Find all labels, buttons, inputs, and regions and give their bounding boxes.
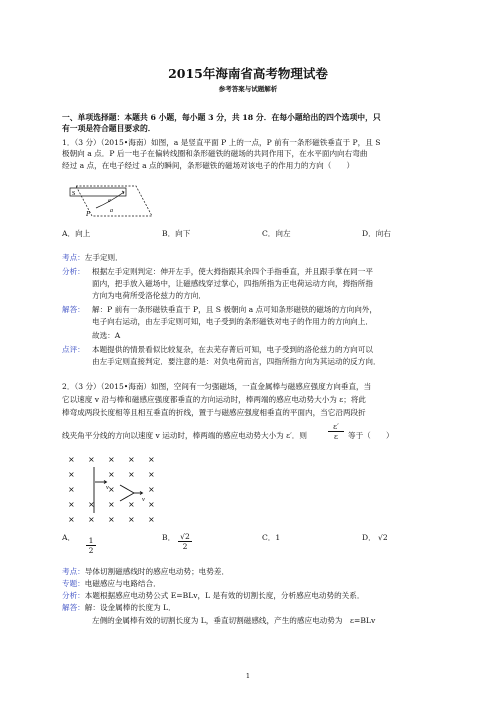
q2-option-d-label: D． (362, 533, 376, 542)
field-cross: × (108, 485, 115, 494)
q2-kaodian-text: 导体切割磁感线时的感应电动势；电势差． (84, 567, 230, 576)
q2-stem-line4: 线夹角平分线的方向以速度 v 运动时，棒两端的感应电动势大小为 ε′．则 (62, 431, 307, 440)
q1-dianping-line: 由左手定则直接判定．要注意的是：对负电荷而言，四指所指方向为其运动的反方向． (92, 357, 381, 366)
q2-figure (68, 455, 168, 525)
q2-jieda-label: 解答： (62, 603, 85, 612)
page-subtitle: 参考答案与试题解析 (218, 85, 278, 93)
q2-zhuanti-label: 专题： (62, 579, 85, 588)
q1-fig-label-e: e (108, 198, 111, 204)
field-cross: × (148, 470, 155, 479)
q1-stem-line1: 1．（3 分）（2015•海南）如图，a 是竖直平面 P 上的一点，P 前有一条形磁铁垂直于 P，且 S (62, 138, 381, 147)
q2-option-a-label: A． (62, 533, 76, 542)
page-number: 1 (245, 672, 251, 680)
field-cross: × (68, 500, 75, 509)
q1-fenxi-line: 方向为电荷所受洛伦兹力的方向． (92, 291, 206, 300)
field-cross: × (108, 500, 115, 509)
q1-fig-label-p: P (86, 210, 91, 218)
q2-stem-line1: 2．（3 分）（2015•海南）如图，空间有一匀强磁场，一直金属棒与磁感应强度方向垂直，当 (62, 382, 372, 391)
q2-frac-num: ε′ (333, 422, 339, 431)
page-title: 2015年海南省高考物理试卷 (168, 66, 328, 81)
field-cross: × (68, 455, 75, 464)
q2-fenxi-text: 本题根据感应电动势公式 E=BLv，L 是有效的切割长度，分析感应电动势的关系． (84, 591, 365, 600)
q2-fig-v2: v (142, 496, 145, 503)
q2-option-c: C．1 (262, 533, 281, 542)
q1-jieda-line: 电子向右运动，由左手定则可知，电子受到的条形磁铁对电子的作用力的方向向上． (92, 317, 373, 326)
q1-fenxi-line: 面内，把手放入磁场中，让磁感线穿过掌心，四指所指为正电荷运动方向，拇指所指 (92, 279, 373, 288)
q2-stem-line4-end: 等于（ ） (348, 431, 394, 440)
q2-stem-line3: 棒弯成两段长度相等且相互垂直的折线，置于与磁感应强度相垂直的平面内，当它沿两段折 (62, 408, 366, 417)
field-cross: × (148, 455, 155, 464)
q2-stem-line2: 它以速度 v 沿与棒和磁感应强度都垂直的方向运动时，棒两端的感应电动势大小为 ε；将此 (62, 395, 367, 404)
q1-option-d: D．向右 (362, 229, 391, 238)
field-cross: × (148, 500, 155, 509)
q1-fig-label-s: S (72, 191, 76, 197)
q2-option-b-fraction (178, 532, 192, 551)
q1-dianping-label: 点评： (62, 345, 85, 354)
field-cross: × (68, 515, 75, 524)
q1-jieda-label: 解答： (62, 305, 85, 314)
q2-fig-v1: v (106, 484, 109, 491)
field-cross: × (68, 470, 75, 479)
q1-option-a: A．向上 (62, 229, 91, 238)
field-cross: × (68, 485, 75, 494)
field-cross: × (108, 515, 115, 524)
q2-kaodian-label: 考点： (62, 567, 85, 576)
q2-option-b-num: √2 (180, 532, 190, 541)
q1-option-c: C．向左 (262, 229, 291, 238)
field-cross: × (88, 515, 95, 524)
q1-stem-line2: 极朝向 a 点．P 后一电子在偏转线圈和条形磁铁的磁场的共同作用下，在水平面内向右弯曲 (62, 149, 368, 158)
field-cross: × (128, 470, 135, 479)
field-cross: × (148, 515, 155, 524)
q1-kaodian-label: 考点： (62, 253, 85, 262)
section-heading: 一、单项选择题：本题共 6 小题，每小题 3 分，共 18 分．在每小题给出的四个选项中，只 (62, 113, 381, 122)
field-cross: × (88, 455, 95, 464)
field-cross: × (108, 470, 115, 479)
q1-dianping-line: 本题提供的情景看似比较复杂，在去芜存菁后可知，电子受到的洛伦兹力的方向可以 (92, 345, 373, 354)
q2-frac-den: ε (328, 431, 344, 441)
q2-option-b-den: 2 (178, 541, 192, 551)
field-cross: × (128, 515, 135, 524)
q1-kaodian-text: 左手定则． (84, 253, 123, 262)
q2-option-a-fraction (86, 536, 96, 555)
q1-jieda-line: 故选：A (92, 331, 121, 340)
field-cross: × (128, 455, 135, 464)
q2-option-d-value: √2 (378, 533, 388, 542)
q1-figure (66, 180, 166, 224)
q2-option-a-den: 2 (86, 545, 96, 555)
field-cross: × (128, 500, 135, 509)
field-cross: × (88, 500, 95, 509)
q2-jieda-line1: 解：设金属棒的长度为 L． (84, 603, 176, 612)
q1-stem-line3: 经过 a 点，在电子经过 a 点的瞬间，条形磁铁的磁场对该电子的作用力的方向（ ） (62, 161, 355, 170)
q2-option-b-label: B． (162, 533, 176, 542)
q1-jieda-line: 解：P 前有一条形磁铁垂直于 P，且 S 极朝向 a 点可知条形磁铁的磁场的方向向外， (92, 305, 378, 314)
section-heading-cont: 有一项是符合题目要求的． (62, 124, 156, 133)
q1-option-b: B．向下 (162, 229, 191, 238)
q2-fenxi-label: 分析： (62, 591, 85, 600)
q1-fenxi-line: 根据左手定则判定：伸开左手，使大拇指跟其余四个手指垂直，并且跟手掌在同一平 (92, 267, 373, 276)
q2-option-a-num: 1 (88, 536, 94, 545)
q2-zhuanti-text: 电磁感应与电路结合． (84, 579, 161, 588)
q2-rods (68, 455, 168, 525)
field-cross: × (148, 485, 155, 494)
q1-fig-label-a: a (110, 208, 113, 214)
field-cross: × (108, 455, 115, 464)
q2-jieda-line2: 左侧的金属棒有效的切割长度为 L，垂直切割磁感线，产生的感应电动势为 ε=BLv (92, 616, 376, 625)
q1-fenxi-label: 分析： (62, 267, 85, 276)
q2-ratio-fraction (328, 422, 344, 441)
